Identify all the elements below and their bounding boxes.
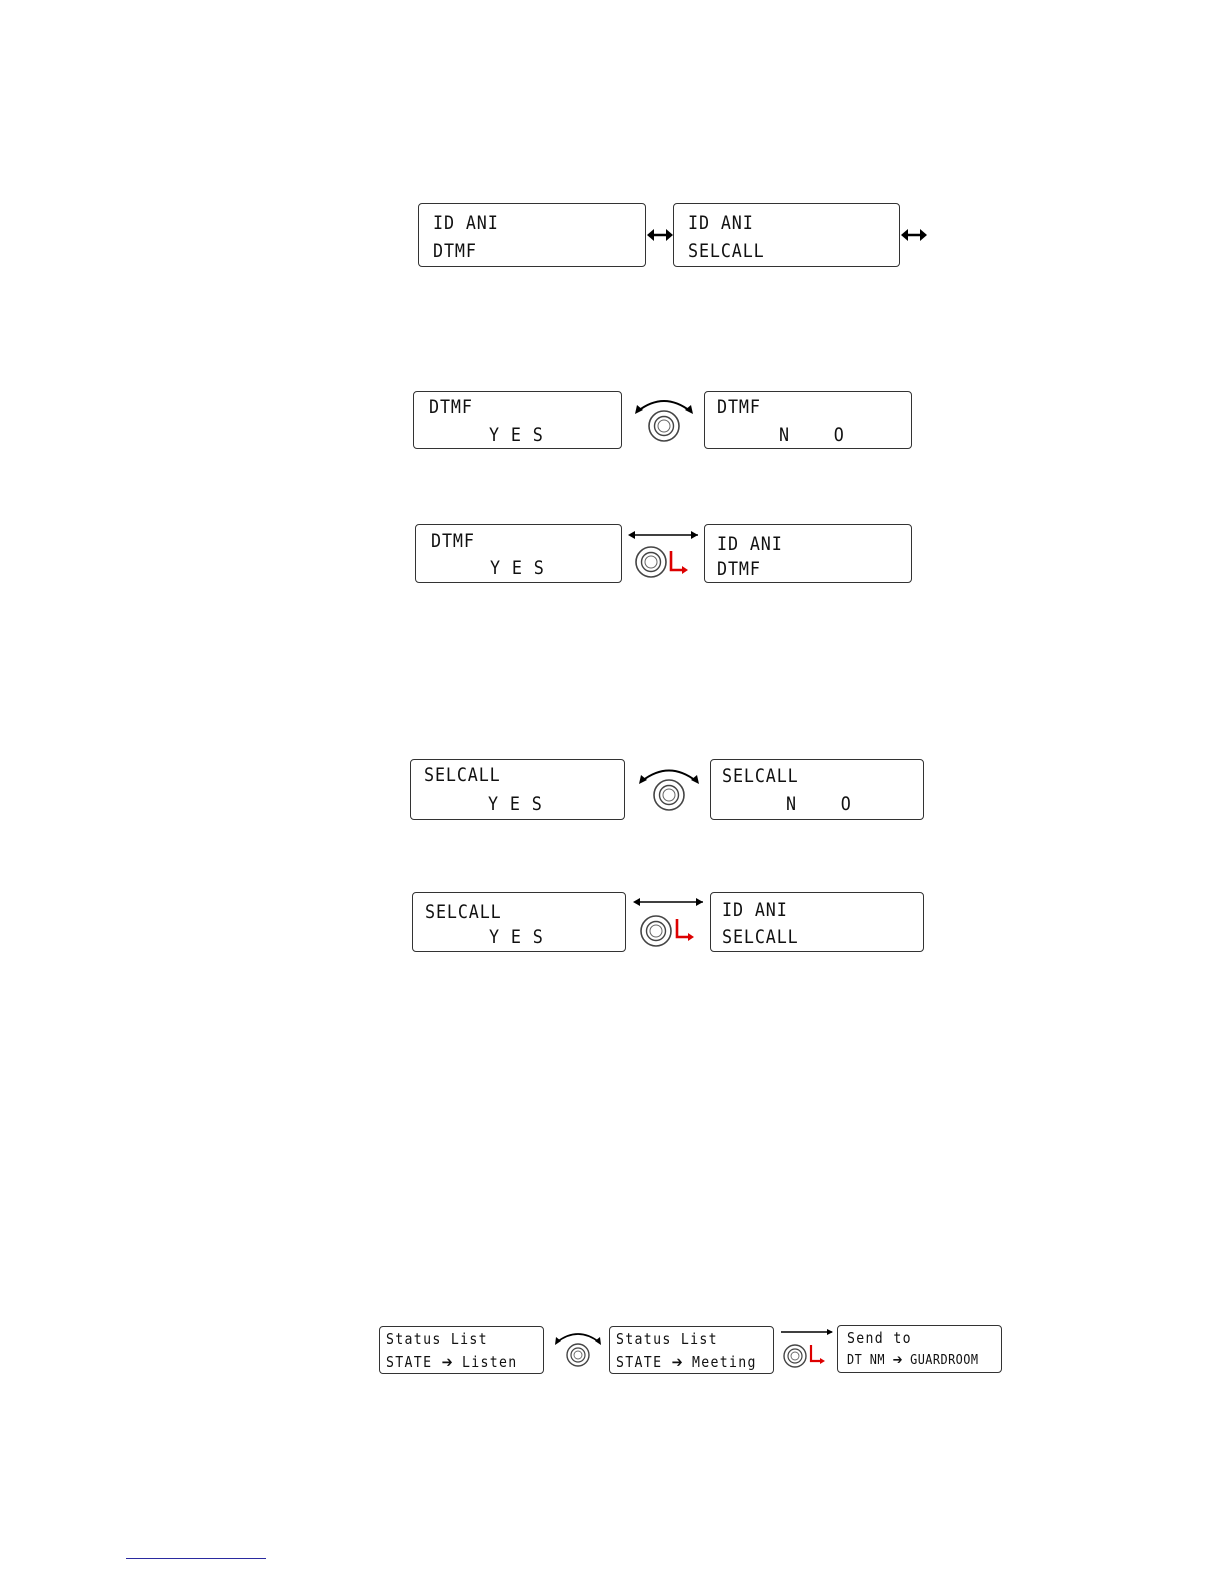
lcd-line-2: SELCALL: [688, 240, 765, 262]
lcd-selcall-yes: [412, 892, 626, 952]
lcd-line-1: ID ANI: [717, 533, 783, 555]
lcd-line-2: [386, 1353, 518, 1371]
lcd-selcall-yes: [410, 759, 625, 820]
lcd-line-1: ID ANI: [688, 212, 754, 234]
lcd-line-1: SELCALL: [424, 764, 501, 786]
lcd-line-2: DTMF: [717, 558, 761, 580]
lcd-status-list-meeting: [609, 1326, 774, 1374]
lcd-line-2: N O: [779, 424, 845, 446]
lcd-line-1: Status List: [386, 1330, 488, 1348]
lcd-dtmf-yes: [413, 391, 622, 449]
double-arrow-icon: [647, 226, 673, 244]
lcd-line-2: Y E S: [489, 424, 544, 446]
lcd-line-1: DTMF: [717, 396, 761, 418]
lcd-line-1: ID ANI: [433, 212, 499, 234]
footnote-rule: [126, 1558, 266, 1559]
lcd-send-to: [837, 1325, 1002, 1373]
lcd-id-ani-selcall: [673, 203, 900, 267]
lcd-line-1: Status List: [616, 1330, 718, 1348]
lcd-line-2: Y E S: [490, 557, 545, 579]
right-arrow-icon: ➔: [441, 1353, 453, 1371]
lcd-line-2: [616, 1353, 757, 1371]
double-arrow-icon: [901, 226, 927, 244]
lcd-line-1: DTMF: [429, 396, 473, 418]
lcd-id-ani-dtmf: [704, 524, 912, 583]
lcd-line-2: [847, 1351, 978, 1369]
rotate-knob-icon: [632, 393, 696, 445]
lcd-dtmf-no: [704, 391, 912, 449]
lcd-dtmf-yes: [415, 524, 622, 583]
lcd-line-2: DTMF: [433, 240, 477, 262]
lcd-id-ani-dtmf: [418, 203, 646, 267]
right-arrow-icon: ➔: [671, 1353, 683, 1371]
rotate-knob-icon: [636, 762, 702, 814]
lcd-status-list-listen: [379, 1326, 544, 1374]
rotate-knob-icon: [552, 1328, 604, 1370]
lcd-line-2: SELCALL: [722, 926, 799, 948]
lcd-line-2: Y E S: [488, 793, 543, 815]
right-arrow-icon: ➔: [892, 1352, 903, 1368]
lcd-selcall-no: [710, 759, 924, 820]
lcd-line-2: Y E S: [489, 926, 544, 948]
send-key: DT NM: [847, 1352, 885, 1368]
lcd-id-ani-selcall: [710, 892, 924, 952]
send-value: GUARDROOM: [910, 1352, 979, 1368]
status-key: STATE: [616, 1353, 663, 1371]
lcd-line-1: Send to: [847, 1329, 912, 1347]
lcd-line-1: SELCALL: [425, 901, 502, 923]
status-key: STATE: [386, 1353, 433, 1371]
lcd-line-1: DTMF: [431, 530, 475, 552]
knob-press-enter-icon: [626, 528, 702, 584]
lcd-line-1: SELCALL: [722, 765, 799, 787]
status-value: Listen: [461, 1353, 518, 1371]
knob-press-enter-icon: [779, 1327, 835, 1373]
status-value: Meeting: [691, 1353, 757, 1371]
lcd-line-1: ID ANI: [722, 899, 788, 921]
knob-press-enter-icon: [631, 895, 707, 951]
lcd-line-2: N O: [786, 793, 852, 815]
